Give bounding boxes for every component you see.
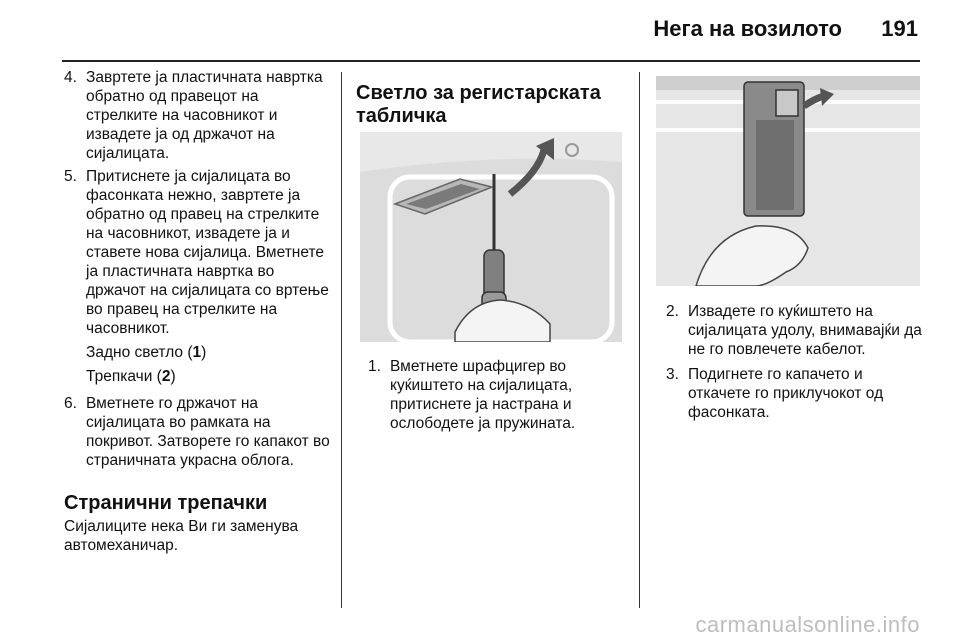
middle-step-text <box>368 357 628 437</box>
item-number: 2. <box>666 303 679 320</box>
column-divider-right <box>639 72 640 608</box>
column-divider-left <box>341 72 342 608</box>
item-number: 6. <box>64 395 77 412</box>
item-number: 3. <box>666 366 679 383</box>
screwdriver-illustration <box>360 132 622 342</box>
page-number: 191 <box>881 16 918 41</box>
item-text: Подигнете го капачето и откачете го приклучокот од фасонката. <box>688 366 884 421</box>
page-header-title: Нега на возилото <box>653 16 842 41</box>
item-text: Извадете го куќиштето на сијалицата удолу, внимавајќи да не го повлечете кабелот. <box>688 303 922 358</box>
item-text: Притиснете ја сијалицата во фасонката нежно, завртете ја обратно од правец на стрелките на часовникот, извадете ја и ставете нова сијалица. Вметнете ја пластичната навртка во држачот на сијалицата со вртење во правец на стрелките на часовникот. <box>86 168 329 337</box>
note-number: 1 <box>192 344 202 361</box>
item-number: 1. <box>368 358 381 375</box>
license-plate-light-illustration <box>360 132 622 342</box>
watermark: carmanualsonline.info <box>695 612 920 637</box>
section-text: Сијалиците нека Ви ги заменува автомеханичар. <box>64 518 299 554</box>
note-prefix: Задно светло ( <box>86 344 193 361</box>
hand-housing-illustration <box>656 76 920 286</box>
middle-column <box>356 82 624 134</box>
tail-light-note <box>86 343 330 362</box>
bulb-housing-illustration <box>656 76 920 286</box>
item-text: Вметнете го држачот на сијалицата во рамката на покривот. Затворете го капакот во страничната украсна облога. <box>86 395 330 469</box>
list-item <box>64 167 330 338</box>
section-heading: Светло за регистарската табличка <box>356 82 601 127</box>
item-number: 5. <box>64 168 77 185</box>
list-item <box>666 302 924 359</box>
list-item <box>368 357 628 433</box>
note-suffix: ) <box>201 344 207 361</box>
list-item <box>666 365 924 422</box>
turn-signal-note <box>86 367 330 386</box>
note-number: 2 <box>161 368 171 385</box>
list-item <box>64 68 330 163</box>
list-item <box>64 394 330 470</box>
item-text: Завртете ја пластичната навртка обратно од правецот на стрелките на часовникот и извадете ја од држачот на сијалицата. <box>86 69 323 162</box>
right-column <box>666 302 924 426</box>
note-suffix: ) <box>170 368 176 385</box>
item-number: 4. <box>64 69 77 86</box>
header-rule <box>62 60 920 62</box>
left-column <box>64 68 330 555</box>
note-prefix: Трепкачи ( <box>86 368 162 385</box>
section-heading: Странични трепачки <box>64 492 268 514</box>
item-text: Вметнете шрафцигер во куќиштето на сијалицата, притиснете ја настрана и ослободете ја пружината. <box>390 358 576 432</box>
